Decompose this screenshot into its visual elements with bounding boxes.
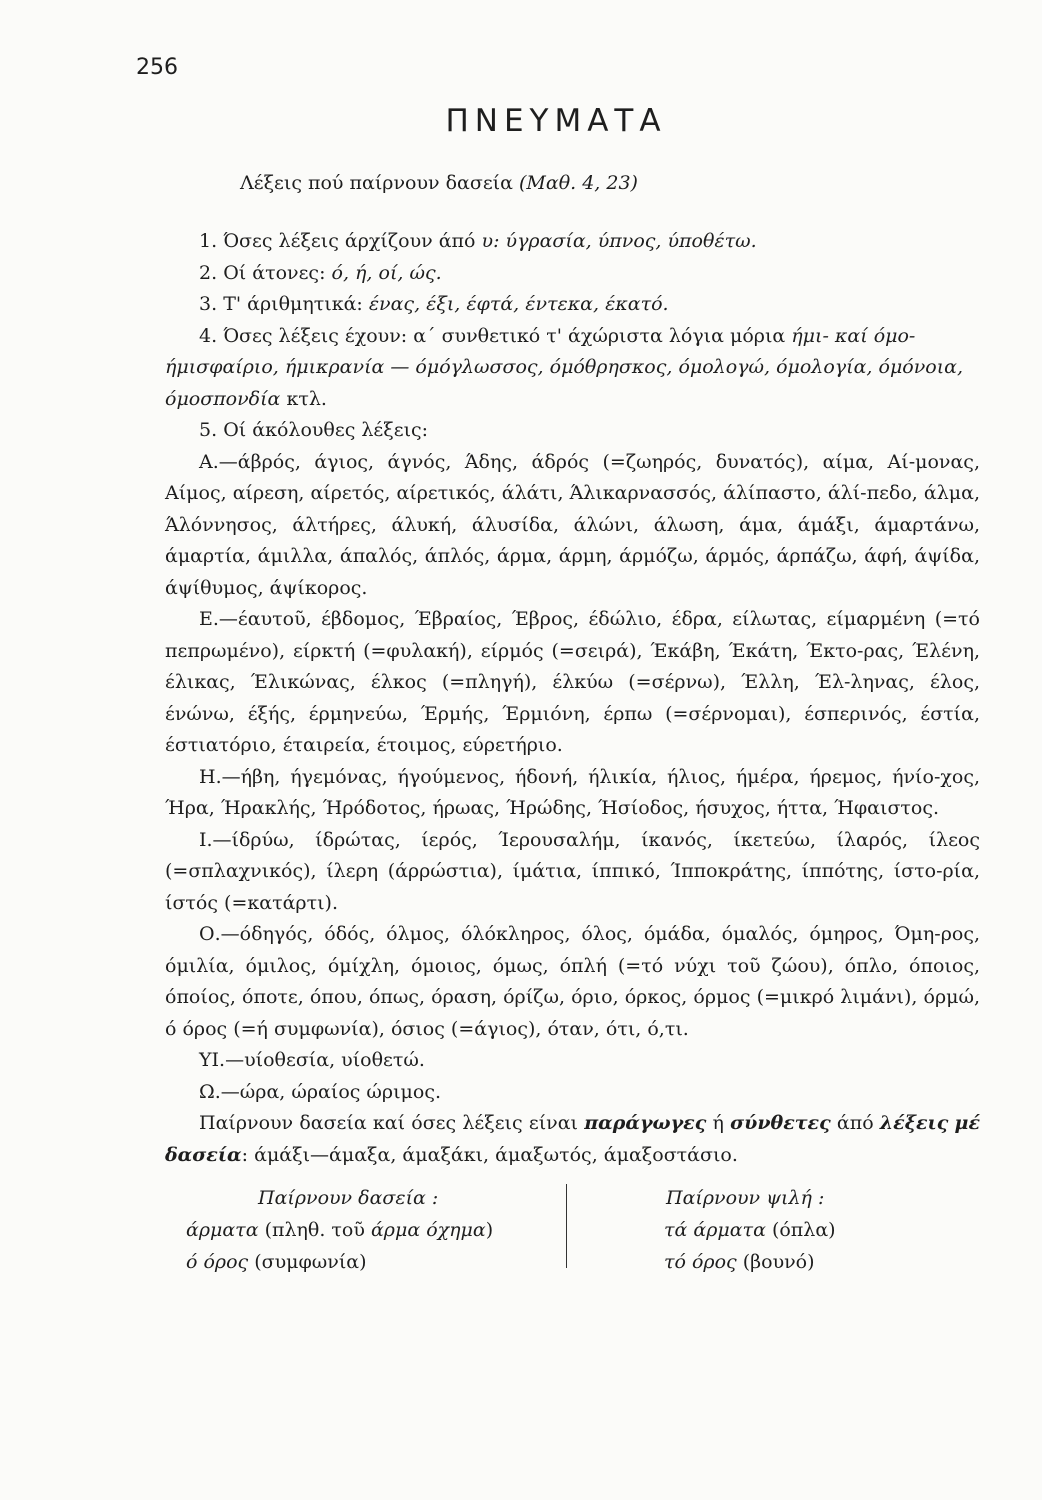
row-word: τά άρματα <box>664 1219 766 1241</box>
row-gloss: (πληθ. τοῦ <box>264 1219 365 1241</box>
row-word: τό όρος <box>664 1251 737 1273</box>
page-number: 256 <box>136 55 178 80</box>
column-divider <box>566 1184 567 1268</box>
row-gloss: (βουνό) <box>742 1251 815 1273</box>
rule-number: 3. <box>199 293 218 315</box>
letter-group-omega <box>165 1077 980 1109</box>
note-examples: άμάξι—άμαξα, άμαξάκι, άμαξωτός, άμαξοστάσιο. <box>254 1143 738 1166</box>
column-heading: Παίρνουν ψιλή : <box>666 1187 825 1209</box>
letter-label: Ε.— <box>199 608 238 630</box>
rule-number: 1. <box>199 230 218 252</box>
body-text <box>165 226 980 1171</box>
rule-number: 2. <box>199 261 218 284</box>
rule-number: 5. <box>199 419 218 441</box>
rule-1 <box>165 226 980 258</box>
word-list: ίδρύω, ίδρώτας, ίερός, Ίερουσαλήμ, ίκανός, ίκετεύω, ίλαρός, ίλεος (=σπλαχνικός), ίλερη (άρρώστια), ίμάτια, ίππικό, Ίπποκράτης, ίππότης, ίστο-ρία, ίστός (=κατάρτι). <box>165 828 980 914</box>
subtitle <box>240 172 638 194</box>
letter-group-alpha <box>165 447 980 605</box>
rule-examples: υ: ύγρασία, ύπνος, ύποθέτω. <box>481 230 757 252</box>
rule-examples-continued: όμοσπονδία <box>165 387 281 410</box>
row-gloss: (όπλα) <box>771 1219 836 1241</box>
note-emphasis: σύνθετες <box>730 1112 831 1134</box>
row-word: ό όρος <box>186 1251 249 1273</box>
note-text: άπό <box>836 1112 874 1134</box>
column-row <box>186 1214 566 1246</box>
letter-group-upsilon-iota <box>165 1045 980 1077</box>
letter-label: Ι.— <box>199 828 232 851</box>
rule-text: Όσες λέξεις άρχίζουν άπό <box>223 230 476 252</box>
letter-label: Α.— <box>199 450 238 473</box>
rule-examples-continued: ήμισφαίριο, ήμικρανία — όμόγλωσσος, όμόθρησκος, όμολογώ, όμολογία, όμόνοια, <box>165 356 964 378</box>
letter-label: ΥΙ.— <box>199 1049 245 1071</box>
rule-text: Οί άκόλουθες λέξεις: <box>223 419 429 441</box>
subtitle-reference: (Μαθ. 4, 23) <box>519 172 638 194</box>
column-row <box>664 1246 964 1278</box>
word-list: ώρα, ώραίος ώριμος. <box>239 1080 442 1103</box>
column-row <box>664 1214 964 1246</box>
word-list: άβρός, άγιος, άγνός, Άδης, άδρός (=ζωηρός, δυνατός), αίμα, Αί-μονας, Αίμος, αίρεση, αίρετός, αίρετικός, άλάτι, Άλικαρνασσός, άλίπαστο, άλί-πεδο, άλμα, Άλόννησος, άλτήρες, άλυκή, άλυσίδα, άλώνι, άλωση, άμα, άμάξι, άμαρτάνω, άμαρτία, άμιλλα, άπαλός, άπλός, άρμα, άρμη, άρμόζω, άρμός, άρπάζω, άφή, άψίδα, άψίθυμος, άψίκορος. <box>165 450 980 599</box>
rule-text: Οί άτονες: <box>223 261 326 284</box>
note-emphasis: παράγωγες <box>584 1112 707 1134</box>
letter-label: Ω.— <box>199 1080 240 1103</box>
word-list: υίοθεσία, υίοθετώ. <box>244 1049 425 1071</box>
word-list: όδηγός, όδός, όλμος, όλόκληρος, όλος, όμάδα, όμαλός, όμηρος, Όμη-ρος, όμιλία, όμιλος, όμίχλη, όμοιος, όμως, όπλή (=τό νύχι τοῦ ζώου), όπλο, όποιος, όποίος, όποτε, όπου, όπως, όραση, όρίζω, όριο, όρκος, όρμος (=μικρό λιμάνι), όρμώ, ό όρος (=ή συμφωνία), όσιος (=άγιος), όταν, ότι, ό,τι. <box>165 923 980 1040</box>
note-text: : <box>241 1143 249 1166</box>
page-title: ΠΝΕΥΜΑΤΑ <box>445 103 667 139</box>
rule-2 <box>165 258 980 290</box>
rule-examples: ό, ή, οί, ώς. <box>331 261 442 284</box>
letter-group-epsilon <box>165 604 980 762</box>
word-list: ήβη, ήγεμόνας, ήγούμενος, ήδονή, ήλικία, ήλιος, ήμέρα, ήρεμος, ήνίο-χος, Ήρα, Ήρακλής, Ήρόδοτος, ήρωας, Ήρώδης, Ήσίοδος, ήσυχος, ήττα, Ήφαιστος. <box>165 765 980 819</box>
note-emphasis: λέξεις <box>879 1112 949 1134</box>
rule-etc: κτλ. <box>286 387 327 410</box>
note-emphasis: μέ δασεία <box>165 1112 980 1166</box>
column-row <box>186 1246 566 1278</box>
letter-label: Ο.— <box>199 923 240 945</box>
comparison-columns <box>186 1182 966 1322</box>
rule-3 <box>165 289 980 321</box>
column-heading: Παίρνουν δασεία : <box>258 1187 439 1209</box>
row-gloss-close: ) <box>485 1219 494 1241</box>
row-gloss-italic: άρμα όχημα <box>370 1219 486 1241</box>
row-word: άρματα <box>186 1219 259 1241</box>
column-psili <box>664 1182 964 1278</box>
compound-note <box>165 1108 980 1171</box>
word-list: έαυτοῦ, έβδομος, Έβραίος, Έβρος, έδώλιο, έδρα, είλωτας, είμαρμένη (=τό πεπρωμένο), είρκτή (=φυλακή), είρμός (=σειρά), Έκάβη, Έκάτη, Έκτο-ρας, Έλένη, έλικας, Έλικώνας, έλκος (=πληγή), έλκύω (=σέρνω), Έλλη, Έλ-ληνας, έλος, ένώνω, έξής, έρμηνεύω, Έρμής, Έρμιόνη, έρπω (=σέρνομαι), έσπερινός, έστία, έστιατόριο, έταιρεία, έτοιμος, εύρετήριο. <box>165 608 980 756</box>
subtitle-text: Λέξεις πού παίρνουν δασεία <box>240 172 513 194</box>
rule-examples: ήμι- καί όμο- <box>791 324 916 347</box>
letter-group-iota <box>165 825 980 920</box>
rule-5 <box>165 415 980 447</box>
column-dasia <box>186 1182 566 1278</box>
rule-examples: ένας, έξι, έφτά, έντεκα, έκατό. <box>368 293 669 315</box>
rule-text: Τ' άριθμητικά: <box>223 293 363 315</box>
rule-4 <box>165 321 980 416</box>
letter-group-eta <box>165 762 980 825</box>
letter-group-omicron <box>165 919 980 1045</box>
rule-text: Όσες λέξεις έχουν: α΄ συνθετικό τ' άχώριστα λόγια μόρια <box>223 324 786 347</box>
rule-number: 4. <box>199 324 218 347</box>
note-text: ή <box>712 1112 724 1134</box>
note-text: Παίρνουν δασεία καί όσες λέξεις είναι <box>199 1112 578 1134</box>
letter-label: Η.— <box>199 765 241 788</box>
row-gloss: (συμφωνία) <box>254 1251 367 1273</box>
